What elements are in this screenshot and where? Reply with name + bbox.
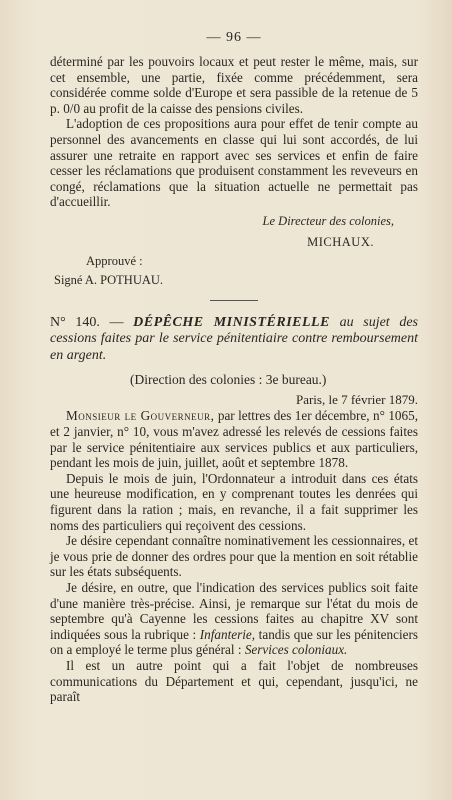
body-paragraph-1 [50,408,418,470]
page-number: — 96 — [206,30,262,45]
paragraph-continuation: déterminé par les pouvoirs locaux et peut rester le même, mais, sur cet ensemble, une partie, fixée comme précédemment, sera considérée comme solde d'Europe et sera passible de la retenue de 5 p. 0/0 au profit de la caisse des pensions civiles. [50,54,418,116]
section-divider [210,300,258,301]
salutation: Monsieur le Gouverneur, [66,408,215,424]
term-services-coloniaux: Services coloniaux. [244,642,348,658]
dispatch-date: Paris, le 7 février 1879. [295,392,418,408]
body-paragraph-2: Depuis le mois de juin, l'Ordonnateur a introduit dans ces états une heureuse modification, en y comprenant toutes les denrées qui figurent dans la ration ; mais, en revanche, il a fait supprimer les noms des particuliers qui reçoivent des cessions. [50,470,418,533]
signature-name: MICHAUX. [307,234,374,249]
body-paragraph-4 [50,580,418,658]
paragraph-adoption: L'adoption de ces propositions aura pour effet de tenir compte au personnel des avancements en classe qui lui sont accordés, de lui assurer une retraite en rapport avec ses services et enfin de faire cesser les réclamations que produisent constamment les reveveurs en congé, réclamations que la situation actuelle ne permettait pas d'accueillir. [50,116,418,210]
signed-by: Signé A. POTHUAU. [54,272,164,287]
approved-label: Approuvé : [86,253,143,268]
dispatch-heading [50,315,418,365]
dispatch-number: N° 140. — [50,314,124,330]
body-paragraph-4-a: Je désire, en outre, que l'indication des services publics soit faite d'une manière très-précise. Ainsi, je remarque sur l'état du mois de septembre qu'à Cayenne les cessions faites au chapitre XV sont indiquées sous la rubrique : [50,579,418,642]
body-paragraph-1-text: par lettres des 1er décembre, n° 1065, et 2 janvier, n° 10, vous m'avez adressé les relevés de cessions faites par le service pénitentiaire aux services publics et aux particuliers, pendant les mois de juin, juillet, août et septembre 1878. [50,408,418,471]
signature-title: Le Directeur des colonies, [262,213,394,228]
body-paragraph-4-b: tandis que sur les pénitenciers on a employé le terme plus général : [50,626,419,658]
body-paragraph-5: Il est un autre point qui a fait l'objet de nombreuses communications du Département et qui, cependant, jusqu'ici, ne paraît [50,657,418,705]
body-paragraph-3: Je désire cependant connaître nominativement les cessionnaires, et je vous prie de donner des ordres pour que la mention en soit rétablie sur les états subséquents. [50,533,418,580]
dispatch-subtitle: au sujet des cessions faites par le service pénitentiaire contre remboursement en argent. [50,314,419,363]
term-infanterie: Infanterie, [199,626,256,642]
dispatch-title: DÉPÊCHE MINISTÉRIELLE [133,314,330,330]
dispatch-direction: (Direction des colonies : 3e bureau.) [130,372,327,388]
